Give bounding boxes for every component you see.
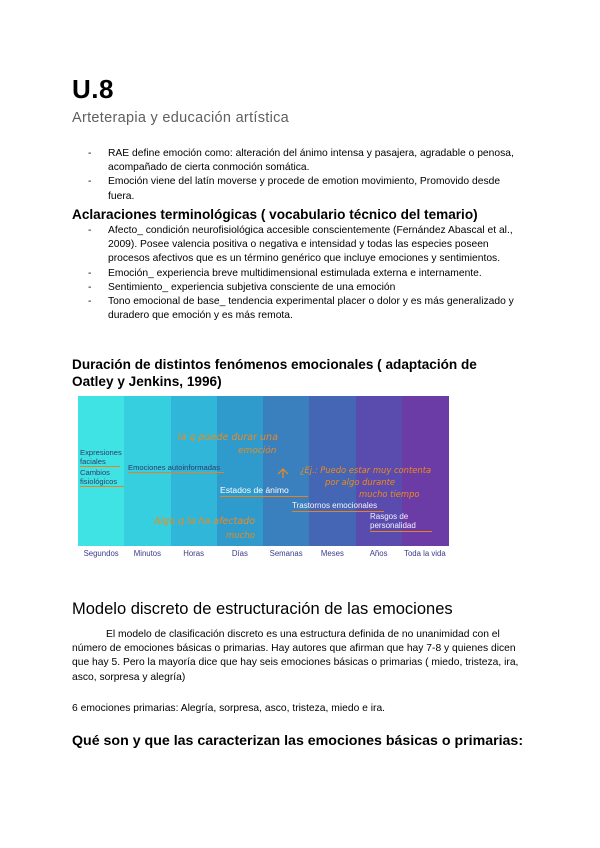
annotation-text: emoción [238, 446, 277, 456]
phenomenon-label: Expresiones [80, 448, 122, 457]
annotation-text: mucho [226, 531, 255, 541]
annotation-text: mucho tiempo [359, 489, 420, 499]
page-title: U.8 [72, 74, 114, 104]
x-tick-label: Toda la vida [404, 549, 446, 558]
section-heading-duracion: Duración de distintos fenómenos emocionales ( adaptación de Oatley y Jenkins, 1996) [72, 357, 477, 389]
phenomenon-label: Trastornos emocionales [292, 501, 378, 510]
list-item: - Afecto_ condición neurofisiológica accesible conscientemente (Fernández Abascal et al., 2009). Posee valencia positiva o negativa e intensidad y todas las especies poseen procesos afectivos que es un término genérico que incluye emociones y sentimientos. [88, 224, 518, 267]
x-tick-label: Años [369, 549, 388, 558]
phenomenon-label: fisiológicos [80, 477, 118, 486]
x-tick-label: Días [231, 549, 248, 558]
list-item: - Sentimiento_ experiencia subjetiva consciente de una emoción [88, 281, 518, 295]
duration-chart [78, 396, 448, 546]
list-item: - RAE define emoción como: alteración del ánimo intensa y pasajera, agradable o penosa, acompañado de cierta conmoción somática. [88, 147, 518, 175]
x-tick-label: Semanas [269, 549, 303, 558]
section-heading-que-son: Qué son y que las caracterizan las emociones básicas o primarias: [72, 733, 524, 749]
phenomenon-label: Rasgos de [370, 512, 409, 521]
list-item: - Tono emocional de base_ tendencia experimental placer o dolor y es más generalizado y duradero que emoción y es más remota. [88, 295, 518, 323]
intro-list [88, 147, 518, 204]
x-tick-label: Minutos [133, 549, 162, 558]
page-subtitle: Arteterapia y educación artística [72, 110, 290, 126]
modelo-paragraph: El modelo de clasificación discreto es una estructura definida de no unanimidad con el número de emociones básicas o primarias. Hay autores que afirman que hay 7-8 y quienes dicen que hay 5. Pero la mayoría dice que hay seis emociones básicas o primarias ( miedo, tristeza, ira, asco, sorpresa y alegría) [72, 629, 519, 683]
x-tick-label: Horas [183, 549, 205, 558]
phenomenon-label: Cambios [80, 468, 110, 477]
phenomenon-label: Emociones autoinformadas [128, 463, 221, 472]
list-item: - Emoción_ experiencia breve multidimensional estimulada externa e internamente. [88, 267, 518, 281]
primarias-line: 6 emociones primarias: Alegría, sorpresa, asco, tristeza, miedo e ira. [72, 703, 386, 714]
list-item: - Emoción viene del latín moverse y procede de emotion movimiento, Promovido desde fuera. [88, 175, 518, 203]
phenomenon-label: personalidad [370, 521, 416, 530]
annotation-text: por algo durante [325, 477, 396, 487]
handwritten-annotations [78, 396, 448, 546]
chart-x-axis [78, 549, 448, 561]
phenomenon-label: Estados de ánimo [220, 485, 289, 495]
section-heading-aclaraciones: Aclaraciones terminológicas ( vocabulario técnico del temario) [72, 207, 478, 222]
annotation-text: ¿Ej.: Puedo estar muy contenta [300, 465, 432, 475]
annotation-text: la q puede durar una [178, 432, 278, 443]
phenomenon-label: faciales [80, 457, 106, 466]
x-tick-label: Meses [320, 549, 344, 558]
section-heading-modelo: Modelo discreto de estructuración de las emociones [72, 600, 453, 618]
x-tick-label: Segundos [83, 549, 119, 558]
aclaraciones-list [88, 224, 518, 323]
annotation-text: Algo q la ha afectado [154, 516, 256, 527]
